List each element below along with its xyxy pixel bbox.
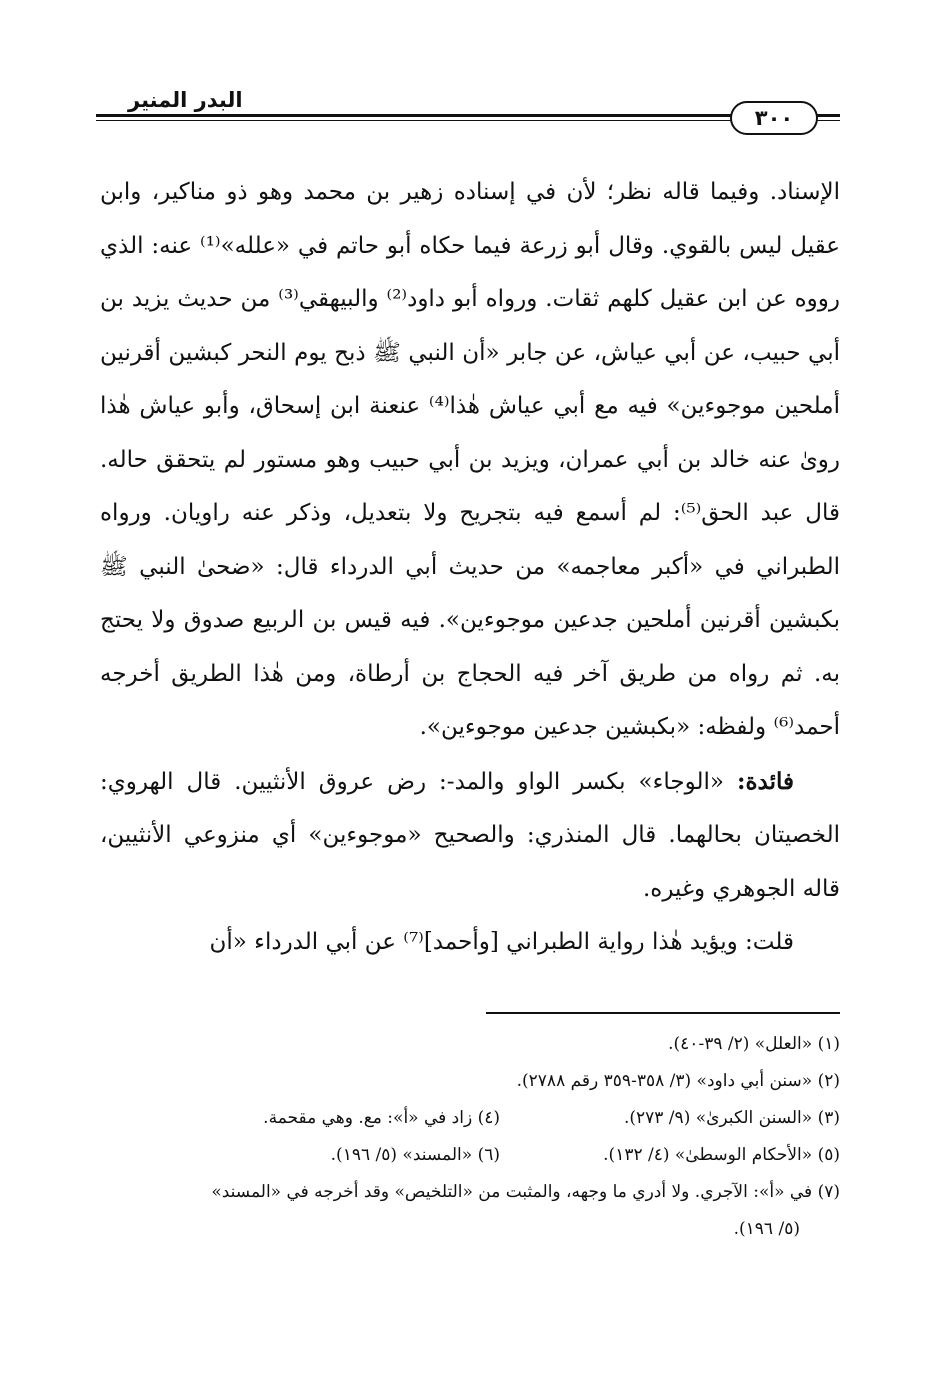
footnote-6: (٦) «المسند» (٥/ ١٩٦). [330,1145,500,1165]
main-text [100,166,840,970]
paragraph-1: الإسناد. وفيما قاله نظر؛ لأن في إسناده زهير بن محمد وهو ذو مناكير، وابن عقيل ليس بالقوي. وقال أبو زرعة فيما حكاه أبو حاتم في «علله»⁽¹⁾ عنه: الذي رووه عن ابن عقيل كلهم ثقات. ورواه أبو داود⁽²⁾ والبيهقي⁽³⁾ من حديث يزيد بن أبي حبيب، عن أبي عياش، عن جابر «أن النبي ﷺ ذبح يوم النحر كبشين أقرنين أملحين موجوءين» فيه مع أبي عياش هٰذا⁽⁴⁾ عنعنة ابن إسحاق، وأبو عياش هٰذا روىٰ عنه خالد بن أبي عمران، ويزيد بن أبي حبيب وهو مستور لم يتحقق حاله. قال عبد الحق⁽⁵⁾: لم أسمع فيه بتجريح ولا بتعديل، وذكر عنه راويان. ورواه الطبراني في «أكبر معاجمه» من حديث أبي الدرداء قال: «ضحىٰ النبي ﷺ بكبشين أقرنين أملحين جدعين موجوءين». فيه قيس بن الربيع صدوق ولا يحتج به. ثم رواه من طريق آخر فيه الحجاج بن أرطاة، ومن هٰذا الطريق أخرجه أحمد⁽⁶⁾ ولفظه: «بكبشين جدعين موجوءين». [100,179,840,740]
paragraph-3: قلت: ويؤيد هٰذا رواية الطبراني [وأحمد]⁽⁷⁾ عن أبي الدرداء «أن [209,929,794,955]
running-title: البدر المنير [124,88,247,112]
footnote-7: (٧) في «أ»: الآجري. ولا أدري ما وجهه، والمثبت من «التلخيص» وقد أخرجه في «المسند» [211,1182,840,1202]
benefit-label: فائدة: [736,767,795,795]
footnote-row-5-6 [100,1137,840,1174]
benefit-text: «الوجاء» بكسر الواو والمد-: رض عروق الأنثيين. قال الهروي: الخصيتان بحالهما. قال المنذري: والصحيح «موجوءين» أي منزوعي الأنثيين، قاله الجوهري وغيره. [100,768,840,902]
footnote-7-continuation: (٥/ ١٩٦). [733,1219,800,1239]
footnote-5: (٥) «الأحكام الوسطىٰ» (٤/ ١٣٢). [603,1145,840,1165]
page-number: ٣٠٠ [730,101,818,135]
paragraph-benefit [100,755,840,917]
footnote-row-3-4 [100,1100,840,1137]
footnote-1: (١) «العلل» (٢/ ٣٩-٤٠). [668,1034,840,1054]
footnote-separator [486,1012,840,1014]
footnote-4: (٤) زاد في «أ»: مع. وهي مقحمة. [263,1108,500,1128]
footnote-3: (٣) «السنن الكبرىٰ» (٩/ ٢٧٣). [623,1108,840,1128]
page-header [96,88,840,138]
header-rule [96,114,840,121]
footnote-2: (٢) «سنن أبي داود» (٣/ ٣٥٨-٣٥٩ رقم ٢٧٨٨). [516,1071,840,1091]
footnotes [100,1026,840,1248]
